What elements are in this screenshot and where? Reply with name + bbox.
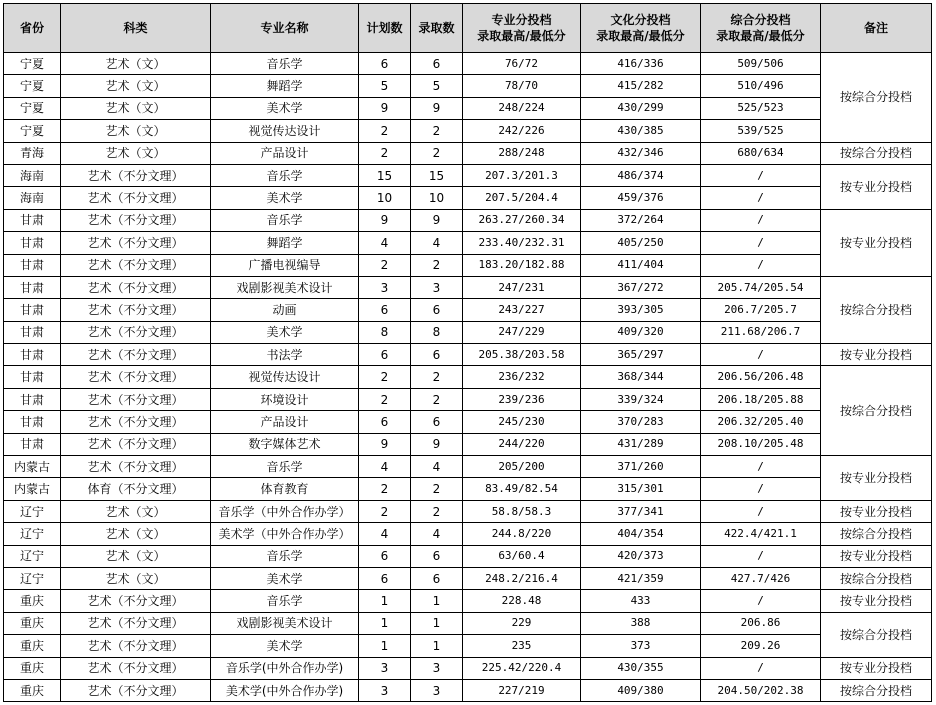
cell-note: 按综合分投档 [821,612,932,657]
cell-admitted: 4 [411,523,463,545]
cell-plan: 6 [359,411,411,433]
header-comp-score [701,4,821,53]
cell-admitted: 6 [411,411,463,433]
cell-note: 按综合分投档 [821,142,932,164]
cell-province: 甘肃 [4,321,61,343]
cell-comp-score: / [701,232,821,254]
cell-comp-score: 206.32/205.40 [701,411,821,433]
cell-cult-score: 430/385 [581,120,701,142]
cell-admitted: 2 [411,120,463,142]
cell-comp-score: 680/634 [701,142,821,164]
cell-note: 按综合分投档 [821,53,932,143]
cell-plan: 6 [359,567,411,589]
cell-cult-score: 405/250 [581,232,701,254]
cell-province: 甘肃 [4,344,61,366]
cell-major: 视觉传达设计 [211,120,359,142]
cell-plan: 2 [359,500,411,522]
cell-cult-score: 486/374 [581,164,701,186]
cell-prof-score: 78/70 [463,75,581,97]
header-prof-score [463,4,581,53]
cell-admitted: 2 [411,366,463,388]
cell-comp-score: / [701,478,821,500]
table-row [4,478,932,500]
cell-category: 艺术（不分文理） [61,411,211,433]
cell-plan: 3 [359,657,411,679]
cell-note: 按专业分投档 [821,456,932,501]
table-row [4,635,932,657]
header-note: 备注 [821,4,932,53]
header-prof-line2: 录取最高/最低分 [477,29,566,43]
cell-note: 按专业分投档 [821,164,932,209]
cell-major: 书法学 [211,344,359,366]
cell-cult-score: 416/336 [581,53,701,75]
cell-province: 重庆 [4,590,61,612]
cell-major: 美术学 [211,187,359,209]
cell-prof-score: 263.27/260.34 [463,209,581,231]
cell-cult-score: 370/283 [581,411,701,433]
cell-province: 甘肃 [4,388,61,410]
cell-cult-score: 420/373 [581,545,701,567]
cell-prof-score: 227/219 [463,679,581,701]
cell-comp-score: / [701,209,821,231]
cell-prof-score: 248.2/216.4 [463,567,581,589]
cell-admitted: 2 [411,142,463,164]
cell-note: 按专业分投档 [821,657,932,679]
cell-comp-score: 205.74/205.54 [701,276,821,298]
cell-prof-score: 233.40/232.31 [463,232,581,254]
cell-major: 戏剧影视美术设计 [211,276,359,298]
cell-note: 按专业分投档 [821,590,932,612]
cell-major: 美术学 [211,97,359,119]
cell-major: 体育教育 [211,478,359,500]
cell-plan: 8 [359,321,411,343]
table-row [4,500,932,522]
cell-major: 产品设计 [211,411,359,433]
table-row [4,299,932,321]
cell-comp-score: / [701,545,821,567]
cell-category: 艺术（不分文理） [61,612,211,634]
cell-cult-score: 411/404 [581,254,701,276]
cell-plan: 6 [359,53,411,75]
cell-province: 甘肃 [4,232,61,254]
cell-category: 艺术（不分文理） [61,321,211,343]
cell-note: 按综合分投档 [821,366,932,456]
cell-category: 体育（不分文理） [61,478,211,500]
cell-province: 甘肃 [4,299,61,321]
cell-comp-score: 427.7/426 [701,567,821,589]
cell-category: 艺术（不分文理） [61,590,211,612]
header-cult-score [581,4,701,53]
cell-major: 视觉传达设计 [211,366,359,388]
cell-admitted: 8 [411,321,463,343]
cell-admitted: 2 [411,254,463,276]
cell-comp-score: 208.10/205.48 [701,433,821,455]
cell-comp-score: 209.26 [701,635,821,657]
cell-province: 重庆 [4,612,61,634]
cell-major: 美术学 [211,321,359,343]
cell-admitted: 9 [411,97,463,119]
cell-plan: 6 [359,299,411,321]
table-row [4,433,932,455]
cell-province: 辽宁 [4,500,61,522]
cell-cult-score: 421/359 [581,567,701,589]
table-row [4,344,932,366]
cell-prof-score: 63/60.4 [463,545,581,567]
cell-major: 音乐学 [211,53,359,75]
cell-category: 艺术（不分文理） [61,344,211,366]
table-row [4,523,932,545]
cell-cult-score: 404/354 [581,523,701,545]
table-row [4,321,932,343]
cell-category: 艺术（文） [61,567,211,589]
cell-province: 海南 [4,164,61,186]
cell-category: 艺术（不分文理） [61,679,211,701]
cell-major: 美术学(中外合作办学) [211,679,359,701]
cell-comp-score: 525/523 [701,97,821,119]
cell-category: 艺术（文） [61,120,211,142]
cell-comp-score: 509/506 [701,53,821,75]
cell-admitted: 9 [411,433,463,455]
cell-admitted: 9 [411,209,463,231]
cell-prof-score: 244/220 [463,433,581,455]
cell-admitted: 4 [411,232,463,254]
cell-prof-score: 76/72 [463,53,581,75]
cell-admitted: 6 [411,545,463,567]
cell-plan: 5 [359,75,411,97]
cell-comp-score: / [701,657,821,679]
cell-province: 内蒙古 [4,478,61,500]
cell-note: 按专业分投档 [821,344,932,366]
cell-category: 艺术（文） [61,523,211,545]
table-row [4,545,932,567]
cell-prof-score: 207.3/201.3 [463,164,581,186]
cell-plan: 15 [359,164,411,186]
cell-major: 广播电视编导 [211,254,359,276]
cell-province: 宁夏 [4,75,61,97]
cell-plan: 9 [359,97,411,119]
cell-admitted: 1 [411,590,463,612]
table-row [4,75,932,97]
header-province: 省份 [4,4,61,53]
cell-major: 音乐学 [211,545,359,567]
cell-prof-score: 183.20/182.88 [463,254,581,276]
cell-plan: 10 [359,187,411,209]
cell-admitted: 6 [411,567,463,589]
cell-plan: 3 [359,679,411,701]
cell-major: 美术学 [211,635,359,657]
cell-cult-score: 459/376 [581,187,701,209]
cell-major: 环境设计 [211,388,359,410]
cell-cult-score: 415/282 [581,75,701,97]
cell-province: 甘肃 [4,411,61,433]
header-row [4,4,932,53]
cell-category: 艺术（不分文理） [61,456,211,478]
cell-prof-score: 239/236 [463,388,581,410]
cell-admitted: 15 [411,164,463,186]
cell-cult-score: 368/344 [581,366,701,388]
cell-comp-score: / [701,590,821,612]
cell-major: 音乐学 [211,590,359,612]
cell-cult-score: 432/346 [581,142,701,164]
cell-comp-score: 510/496 [701,75,821,97]
header-major: 专业名称 [211,4,359,53]
cell-prof-score: 58.8/58.3 [463,500,581,522]
cell-category: 艺术（文） [61,97,211,119]
cell-admitted: 3 [411,657,463,679]
cell-admitted: 4 [411,456,463,478]
cell-prof-score: 207.5/204.4 [463,187,581,209]
cell-prof-score: 242/226 [463,120,581,142]
cell-major: 音乐学 [211,164,359,186]
cell-category: 艺术（不分文理） [61,366,211,388]
table-row [4,366,932,388]
table-row [4,679,932,701]
cell-plan: 2 [359,366,411,388]
cell-admitted: 6 [411,299,463,321]
cell-admitted: 2 [411,478,463,500]
cell-note: 按专业分投档 [821,209,932,276]
cell-category: 艺术（不分文理） [61,635,211,657]
cell-category: 艺术（不分文理） [61,232,211,254]
table-row [4,456,932,478]
cell-cult-score: 393/305 [581,299,701,321]
cell-province: 辽宁 [4,567,61,589]
cell-major: 音乐学(中外合作办学) [211,657,359,679]
cell-prof-score: 288/248 [463,142,581,164]
cell-prof-score: 245/230 [463,411,581,433]
cell-plan: 4 [359,232,411,254]
cell-major: 美术学 [211,567,359,589]
table-row [4,612,932,634]
cell-prof-score: 236/232 [463,366,581,388]
cell-category: 艺术（不分文理） [61,299,211,321]
cell-prof-score: 247/231 [463,276,581,298]
cell-province: 宁夏 [4,53,61,75]
cell-cult-score: 377/341 [581,500,701,522]
cell-plan: 1 [359,612,411,634]
cell-plan: 3 [359,276,411,298]
table-row [4,97,932,119]
cell-comp-score: 422.4/421.1 [701,523,821,545]
table-row [4,254,932,276]
cell-admitted: 6 [411,344,463,366]
cell-admitted: 5 [411,75,463,97]
cell-province: 宁夏 [4,120,61,142]
cell-province: 青海 [4,142,61,164]
cell-prof-score: 205/200 [463,456,581,478]
cell-plan: 4 [359,523,411,545]
cell-cult-score: 431/289 [581,433,701,455]
cell-plan: 9 [359,433,411,455]
cell-major: 音乐学（中外合作办学） [211,500,359,522]
cell-category: 艺术（不分文理） [61,433,211,455]
cell-admitted: 3 [411,276,463,298]
cell-cult-score: 373 [581,635,701,657]
cell-category: 艺术（文） [61,500,211,522]
cell-category: 艺术（文） [61,545,211,567]
cell-province: 内蒙古 [4,456,61,478]
cell-cult-score: 371/260 [581,456,701,478]
cell-category: 艺术（文） [61,53,211,75]
table-row [4,276,932,298]
cell-cult-score: 430/355 [581,657,701,679]
cell-comp-score: / [701,500,821,522]
cell-admitted: 3 [411,679,463,701]
cell-comp-score: 206.86 [701,612,821,634]
cell-cult-score: 339/324 [581,388,701,410]
cell-major: 音乐学 [211,209,359,231]
cell-category: 艺术（不分文理） [61,657,211,679]
cell-major: 音乐学 [211,456,359,478]
cell-major: 动画 [211,299,359,321]
cell-cult-score: 409/380 [581,679,701,701]
header-comp-line2: 录取最高/最低分 [716,29,805,43]
header-cult-line2: 录取最高/最低分 [596,29,685,43]
cell-comp-score: / [701,344,821,366]
cell-cult-score: 372/264 [581,209,701,231]
cell-prof-score: 247/229 [463,321,581,343]
cell-major: 美术学（中外合作办学） [211,523,359,545]
table-row [4,232,932,254]
cell-plan: 6 [359,545,411,567]
cell-category: 艺术（不分文理） [61,276,211,298]
cell-comp-score: 206.18/205.88 [701,388,821,410]
cell-comp-score: 211.68/206.7 [701,321,821,343]
cell-major: 数字媒体艺术 [211,433,359,455]
admission-score-table [3,3,932,702]
cell-comp-score: / [701,254,821,276]
cell-category: 艺术（不分文理） [61,164,211,186]
cell-province: 甘肃 [4,254,61,276]
cell-prof-score: 83.49/82.54 [463,478,581,500]
cell-province: 甘肃 [4,276,61,298]
cell-category: 艺术（文） [61,75,211,97]
cell-admitted: 10 [411,187,463,209]
cell-category: 艺术（不分文理） [61,209,211,231]
header-comp-line1: 综合分投档 [730,13,791,27]
cell-plan: 2 [359,478,411,500]
cell-major: 舞蹈学 [211,75,359,97]
cell-plan: 1 [359,635,411,657]
header-admitted: 录取数 [411,4,463,53]
cell-plan: 2 [359,254,411,276]
table-row [4,590,932,612]
cell-province: 甘肃 [4,433,61,455]
cell-major: 戏剧影视美术设计 [211,612,359,634]
cell-admitted: 2 [411,500,463,522]
cell-province: 宁夏 [4,97,61,119]
header-cult-line1: 文化分投档 [610,13,671,27]
cell-prof-score: 229 [463,612,581,634]
cell-category: 艺术（不分文理） [61,254,211,276]
table-row [4,120,932,142]
table-row [4,53,932,75]
cell-comp-score: / [701,456,821,478]
cell-comp-score: / [701,187,821,209]
cell-prof-score: 248/224 [463,97,581,119]
cell-plan: 9 [359,209,411,231]
cell-prof-score: 225.42/220.4 [463,657,581,679]
table-row [4,411,932,433]
cell-cult-score: 388 [581,612,701,634]
cell-major: 产品设计 [211,142,359,164]
table-row [4,567,932,589]
cell-prof-score: 243/227 [463,299,581,321]
cell-cult-score: 315/301 [581,478,701,500]
table-row [4,388,932,410]
cell-prof-score: 205.38/203.58 [463,344,581,366]
header-category: 科类 [61,4,211,53]
cell-plan: 1 [359,590,411,612]
cell-comp-score: 539/525 [701,120,821,142]
cell-comp-score: 206.7/205.7 [701,299,821,321]
cell-category: 艺术（不分文理） [61,388,211,410]
cell-province: 重庆 [4,657,61,679]
table-row [4,187,932,209]
cell-admitted: 2 [411,388,463,410]
cell-plan: 2 [359,388,411,410]
cell-prof-score: 235 [463,635,581,657]
cell-note: 按综合分投档 [821,679,932,701]
cell-note: 按综合分投档 [821,523,932,545]
cell-category: 艺术（不分文理） [61,187,211,209]
cell-category: 艺术（文） [61,142,211,164]
cell-note: 按专业分投档 [821,500,932,522]
cell-admitted: 6 [411,53,463,75]
cell-province: 甘肃 [4,209,61,231]
cell-province: 辽宁 [4,523,61,545]
table-row [4,209,932,231]
cell-prof-score: 244.8/220 [463,523,581,545]
cell-note: 按综合分投档 [821,276,932,343]
cell-major: 舞蹈学 [211,232,359,254]
table-row [4,657,932,679]
table-body [4,53,932,702]
cell-province: 甘肃 [4,366,61,388]
cell-cult-score: 367/272 [581,276,701,298]
cell-plan: 2 [359,142,411,164]
cell-province: 海南 [4,187,61,209]
cell-province: 重庆 [4,635,61,657]
header-plan: 计划数 [359,4,411,53]
cell-admitted: 1 [411,612,463,634]
cell-province: 重庆 [4,679,61,701]
cell-cult-score: 365/297 [581,344,701,366]
cell-plan: 2 [359,120,411,142]
cell-cult-score: 409/320 [581,321,701,343]
table-row [4,142,932,164]
header-prof-line1: 专业分投档 [491,13,552,27]
cell-comp-score: / [701,164,821,186]
cell-cult-score: 430/299 [581,97,701,119]
cell-plan: 6 [359,344,411,366]
cell-province: 辽宁 [4,545,61,567]
cell-comp-score: 204.50/202.38 [701,679,821,701]
cell-note: 按综合分投档 [821,567,932,589]
cell-prof-score: 228.48 [463,590,581,612]
cell-admitted: 1 [411,635,463,657]
cell-cult-score: 433 [581,590,701,612]
cell-plan: 4 [359,456,411,478]
cell-note: 按专业分投档 [821,545,932,567]
cell-comp-score: 206.56/206.48 [701,366,821,388]
table-row [4,164,932,186]
table-header [4,4,932,53]
